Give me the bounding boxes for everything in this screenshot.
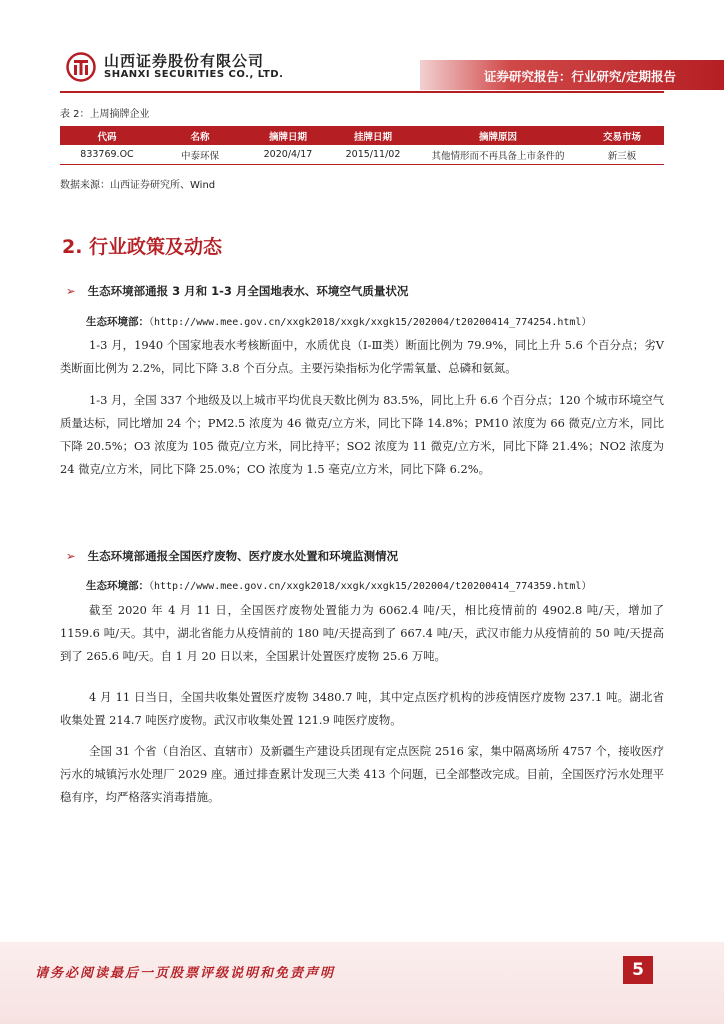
paragraph: 4 月 11 日当日，全国共收集处置医疗废物 3480.7 吨，其中定点医疗机构的涉疫情医疗废物 237.1 吨。湖北省收集处置 214.7 吨医疗废物。武汉市收集处置 121.9 吨医疗废物。 <box>60 690 664 727</box>
column-header: 代码 <box>60 126 154 145</box>
table-cell: 其他情形而不再具备上市条件的 <box>416 145 580 165</box>
table-cell: 2020/4/17 <box>246 145 330 165</box>
paragraph: 截至 2020 年 4 月 11 日，全国医疗废物处置能力为 6062.4 吨/天，相比疫情前的 4902.8 吨/天，增加了 1159.6 吨/天。其中，湖北省能力从疫情前的 180 吨/天提高到了 667.4 吨/天，武汉市能力从疫情前的 50 吨/天提高到了 265.6 吨/天。自 1 月 20 日以来，全国累计处置医疗废物 25.6 万吨。 <box>60 603 664 663</box>
column-header: 交易市场 <box>580 126 664 145</box>
bullet-arrow-icon: ➢ <box>66 284 76 298</box>
page-header <box>0 0 724 100</box>
column-header: 摘牌原因 <box>416 126 580 145</box>
table-caption: 表 2：上周摘牌企业 <box>60 109 150 120</box>
table-row <box>60 145 664 165</box>
paragraph: 1-3 月，1940 个国家地表水考核断面中，水质优良（Ⅰ-Ⅲ类）断面比例为 79.9%，同比上升 5.6 个百分点；劣Ⅴ类断面比例为 2.2%，同比下降 3.8 个百分点。主要污染指标为化学需氧量、总磷和氨氮。 <box>60 338 664 375</box>
paragraph: 全国 31 个省（自治区、直辖市）及新疆生产建设兵团现有定点医院 2516 家，集中隔离场所 4757 个，接收医疗污水的城镇污水处理厂 2029 座。通过排查累计发现三大类 413 个问题，已全部整改完成。目前，全国医疗污水处理平稳有序，均严格落实消毒措施。 <box>60 744 664 804</box>
news-item-title-text: 生态环境部通报全国医疗废物、医疗废水处置和环境监测情况 <box>87 549 399 563</box>
table-cell: 833769.OC <box>60 145 154 165</box>
table-source: 数据来源：山西证券研究所、Wind <box>60 180 216 191</box>
source-label: 生态环境部： <box>86 316 149 328</box>
source-label: 生态环境部： <box>86 580 149 592</box>
header-divider <box>60 91 664 93</box>
delisted-companies-table <box>60 126 664 165</box>
table-cell: 中泰环保 <box>154 145 246 165</box>
column-header: 挂牌日期 <box>330 126 416 145</box>
table-cell: 新三板 <box>580 145 664 165</box>
bullet-arrow-icon: ➢ <box>66 549 76 563</box>
table-header-row <box>60 126 664 145</box>
source-url: （http://www.mee.gov.cn/xxgk2018/xxgk/xxgk15/202004/t20200414_774254.html） <box>149 317 592 328</box>
news-item-title <box>66 283 408 299</box>
news-item-title-text: 生态环境部通报 3 月和 1-3 月全国地表水、环境空气质量状况 <box>87 284 409 298</box>
report-type-text: 证券研究报告：行业研究/定期报告 <box>483 69 676 84</box>
column-header: 名称 <box>154 126 246 145</box>
company-name-en: SHANXI SECURITIES CO., LTD. <box>104 69 284 80</box>
source-url: （http://www.mee.gov.cn/xxgk2018/xxgk/xxgk15/202004/t20200414_774359.html） <box>149 581 592 592</box>
company-logo-icon <box>66 52 96 82</box>
section-title: 2. 行业政策及动态 <box>62 236 223 258</box>
page-footer <box>0 942 724 1024</box>
table-cell: 2015/11/02 <box>330 145 416 165</box>
page-number: 5 <box>623 956 653 984</box>
company-name-cn: 山西证券股份有限公司 <box>104 52 265 70</box>
paragraph: 1-3 月，全国 337 个地级及以上城市平均优良天数比例为 83.5%，同比上升 6.6 个百分点；120 个城市环境空气质量达标，同比增加 24 个；PM2.5 浓度为 46 微克/立方米，同比下降 14.8%；PM10 浓度为 66 微克/立方米，同比下降 20.5%；O3 浓度为 105 微克/立方米，同比持平；SO2 浓度为 11 微克/立方米，同比下降 21.4%；NO2 浓度为 24 微克/立方米，同比下降 25.0%；CO 浓度为 1.5 毫克/立方米，同比下降 6.2%。 <box>60 393 664 476</box>
news-item-title <box>66 548 398 564</box>
news-item-source <box>86 577 591 593</box>
news-item-source <box>86 313 591 329</box>
footer-disclaimer: 请务必阅读最后一页股票评级说明和免责声明 <box>35 966 336 981</box>
column-header: 摘牌日期 <box>246 126 330 145</box>
report-type-banner <box>420 60 724 90</box>
